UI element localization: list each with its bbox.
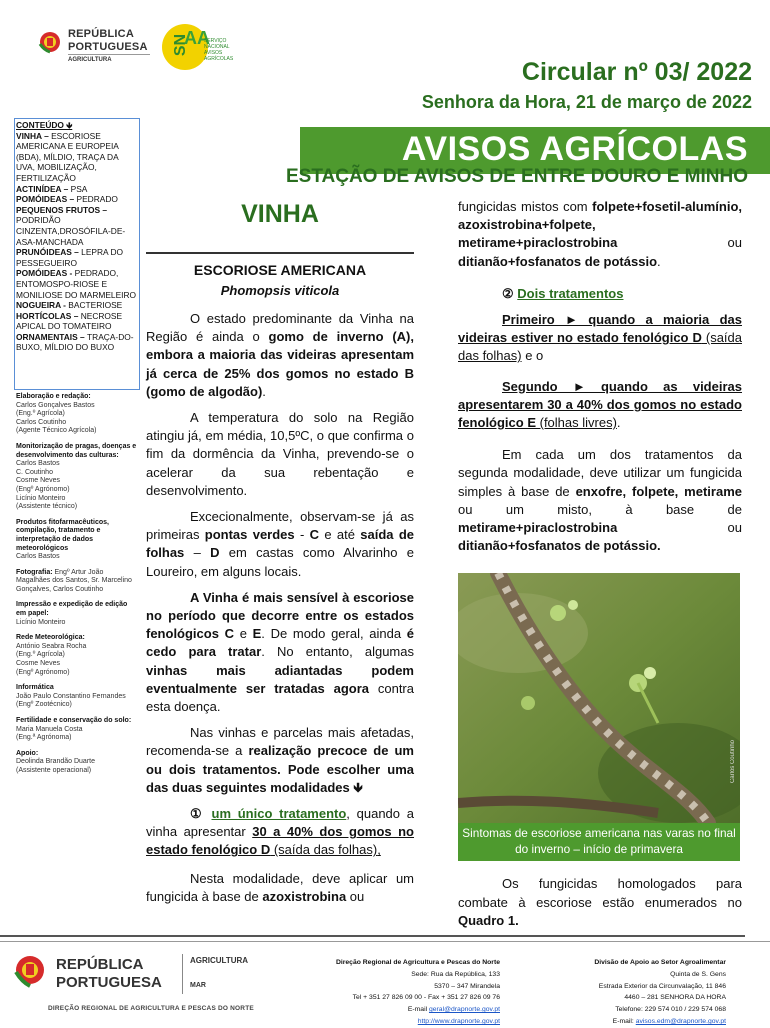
text-run: , bbox=[377, 842, 381, 858]
contents-entry-label: ACTINÍDEA – bbox=[16, 183, 71, 194]
photo-caption: Sintomas de escoriose americana nas varas no final do inverno – início de primavera bbox=[458, 823, 740, 861]
credit-block bbox=[16, 684, 138, 710]
contents-entry-pequenos-frutos[interactable] bbox=[16, 205, 138, 247]
credit-title: Rede Meteorológica: bbox=[16, 634, 85, 642]
credit-line: (Engº Zootécnico) bbox=[16, 701, 72, 709]
credit-block bbox=[16, 634, 138, 677]
circled-two-icon: ② bbox=[502, 285, 518, 301]
text-run: ou bbox=[346, 888, 365, 904]
text-run: (saída das folhas) bbox=[458, 330, 742, 364]
credit-line: (Engº Agrónomo) bbox=[16, 668, 70, 676]
estacao-title: ESTAÇÃO DE AVISOS DE ENTRE DOURO E MINHO bbox=[285, 166, 748, 187]
text-run-bold: é cedo para tratar bbox=[146, 626, 414, 660]
logo-line-1: REPÚBLICA bbox=[68, 28, 134, 40]
text-run: contra esta doença. bbox=[146, 680, 414, 715]
credit-line: Carlos Coutinho bbox=[16, 418, 67, 426]
contents-entry-text: PSA bbox=[70, 183, 88, 194]
text-run-bold: azoxistrobina bbox=[262, 888, 347, 904]
paragraph-quadro bbox=[458, 875, 742, 930]
paragraph-primeiro bbox=[458, 311, 742, 366]
credit-title: Monitorização de pragas, doenças e desenvolvimento das culturas: bbox=[16, 442, 137, 459]
text-run: - bbox=[294, 527, 310, 543]
text-run: (saída das folhas) bbox=[270, 842, 378, 858]
credit-line: C. Coutinho bbox=[16, 468, 53, 476]
text-run: . bbox=[616, 415, 621, 431]
credit-title: Informática bbox=[16, 684, 54, 692]
text-run-bold: Quadro 1. bbox=[458, 912, 519, 928]
text-run-bold: saída de folhas bbox=[146, 527, 414, 561]
credit-line: Licínio Monteiro bbox=[16, 618, 66, 626]
footer-address-line: Telefone: 229 574 010 / 229 574 068 bbox=[615, 1006, 726, 1014]
main-column-2 bbox=[458, 198, 742, 938]
text-run: e bbox=[234, 626, 253, 642]
contents-entry-pomoideas-2[interactable] bbox=[16, 268, 138, 300]
text-run-bold: D bbox=[210, 545, 220, 561]
text-run-bold: ditianão+fosfanatos de potássio. bbox=[458, 538, 661, 554]
circular-number: Circular nº 03/ 2022 bbox=[521, 58, 752, 86]
text-run-bold: enxofre, folpete, metirame bbox=[575, 483, 742, 499]
contents-entry-text: PEDRADO, ENTOMOSPO-RIOSE E MONILIOSE DO MARMELEIRO bbox=[16, 268, 137, 300]
text-run-bold: metirame+piraclostrobina bbox=[458, 520, 618, 536]
footer-divider-2 bbox=[0, 941, 770, 942]
footer-address-line: Tel + 351 27 826 09 00 - Fax + 351 27 826 09 76 bbox=[352, 994, 500, 1002]
credit-block bbox=[16, 519, 138, 562]
credits-list bbox=[16, 393, 138, 783]
credit-line: (Eng.º Agrícola) bbox=[16, 410, 65, 418]
footer-logo bbox=[14, 948, 264, 1016]
link-dois-tratamentos[interactable]: Dois tratamentos bbox=[517, 285, 624, 301]
footer-address-line: Estrada Exterior da Circunvalação, 11 846 bbox=[598, 982, 726, 990]
footer-address-sede bbox=[280, 957, 500, 1028]
text-run-bold: C bbox=[309, 527, 319, 543]
email-link[interactable]: avisos.edm@drapnorte.gov.pt bbox=[635, 1017, 726, 1025]
snaa-logo bbox=[162, 24, 252, 72]
footer-logo-direcao: DIREÇÃO REGIONAL DE AGRICULTURA E PESCAS DO NORTE bbox=[48, 1005, 254, 1012]
credit-line: Cosme Neves bbox=[16, 477, 60, 485]
credit-line: (Eng.ª Agrónoma) bbox=[16, 734, 72, 742]
text-run: Nas vinhas e parcelas mais afetadas, recomenda-se a bbox=[146, 725, 414, 759]
avisos-banner-title: AVISOS AGRÍCOLAS bbox=[401, 130, 748, 168]
contents-entry-actinidea[interactable] bbox=[16, 184, 138, 195]
contents-entry-text: BACTERIOSE bbox=[68, 300, 123, 311]
text-run-bold: realização precoce de um ou dois tratamentos. Pode escolher uma das duas seguintes modalidades 🡻 bbox=[146, 743, 414, 795]
footer-address-line: Quinta de S. Gens bbox=[670, 970, 726, 978]
contents-entry-vinha[interactable] bbox=[16, 131, 138, 184]
footer-address-line: Sede: Rua da República, 133 bbox=[411, 970, 500, 978]
text-run: Os fungicidas homologados para combate à escoriose estão enumerados no bbox=[458, 876, 742, 910]
credit-block bbox=[16, 750, 138, 776]
paragraph-fungicidas-mistos bbox=[458, 198, 742, 271]
text-run: . No entanto, algumas bbox=[261, 644, 414, 660]
credit-title: Elaboração e redação: bbox=[16, 393, 91, 400]
circled-one-icon: ① bbox=[190, 806, 212, 822]
credit-line: Carlos Bastos bbox=[16, 460, 60, 468]
credit-title: Fotografia: bbox=[16, 568, 55, 576]
coat-of-arms-icon bbox=[14, 954, 46, 988]
contents-list bbox=[16, 120, 138, 353]
text-run-bold: 30 a 40% dos gomos no estado fenológico D bbox=[146, 824, 415, 858]
paragraph-estado bbox=[146, 310, 414, 401]
text-run: e o bbox=[521, 348, 544, 364]
footer-logo-mar: MAR bbox=[190, 982, 206, 989]
text-run: . De modo geral, ainda bbox=[261, 626, 407, 642]
contents-entry-label: PEQUENOS FRUTOS – bbox=[16, 204, 108, 215]
contents-entry-ornamentais[interactable] bbox=[16, 332, 138, 353]
heading-dois-tratamentos bbox=[458, 285, 742, 303]
footer-address-line: 4460 – 281 SENHORA DA HORA bbox=[624, 994, 726, 1002]
photo-escoriose-vine bbox=[458, 573, 740, 823]
text-run: , quando a vinha apresentar bbox=[146, 806, 414, 840]
paragraph-temperatura: A temperatura do solo na Região atingiu já, em média, 10,5ºC, o que confirma o fim da dormência da Vinha, prevendo-se o acelerar da sua rebentação e desenvolvimento. bbox=[146, 410, 414, 498]
footer-logo-agricultura: AGRICULTURA bbox=[190, 956, 249, 965]
paragraph-unico-tratamento bbox=[146, 805, 414, 860]
text-run-bold: A Vinha é mais sensível à escoriose no período que decorre entre os estados fenológicos C bbox=[146, 589, 414, 642]
contents-entry-text: ESCORIOSE AMERICANA E EUROPEIA (BDA), MÍLDIO, TRAÇA DA UVA, MOBILIZAÇÃO, FERTILIZAÇÃO bbox=[16, 130, 119, 183]
logo-divider bbox=[68, 54, 150, 55]
credit-block bbox=[16, 393, 138, 436]
contents-entry-text: TRAÇA-DO-BUXO, MÍLDIO DO BUXO bbox=[16, 331, 134, 353]
contents-entry-prunoideas[interactable] bbox=[16, 247, 138, 268]
credit-block bbox=[16, 601, 138, 627]
paragraph-segundo bbox=[458, 378, 742, 433]
footer-email-row bbox=[280, 1004, 500, 1016]
text-run: ou um misto, à base de bbox=[458, 501, 742, 517]
link-unico-tratamento[interactable]: um único tratamento bbox=[211, 806, 347, 822]
photo-credit: Carlos Coutinho bbox=[730, 740, 736, 784]
contents-entry-pomoideas[interactable] bbox=[16, 194, 138, 205]
credit-line: (Agente Técnico Agrícola) bbox=[16, 427, 97, 435]
credit-block bbox=[16, 569, 138, 595]
contents-entry-horticolas[interactable] bbox=[16, 311, 138, 332]
footer-logo-divider bbox=[182, 954, 183, 994]
credit-title: Fertilidade e conservação do solo: bbox=[16, 717, 132, 724]
contents-entry-label: POMÓIDEAS - bbox=[16, 268, 75, 279]
contents-entry-label: PRUNÓIDEAS – bbox=[16, 247, 82, 258]
contents-entry-nogueira[interactable] bbox=[16, 300, 138, 311]
republica-portuguesa-logo bbox=[38, 24, 158, 66]
credit-line: Licínio Monteiro bbox=[16, 494, 66, 502]
text-run: O estado predominante da Vinha na Região é ainda o bbox=[146, 311, 414, 345]
text-run: ou bbox=[617, 235, 742, 251]
contents-entry-text: LEPRA DO PESSEGUEIRO bbox=[16, 247, 124, 268]
snaa-logo-aa: AA bbox=[184, 28, 210, 48]
contents-entry-text: NECROSE APICAL DO TOMATEIRO bbox=[16, 310, 123, 332]
text-run-bold: pontas verdes bbox=[204, 527, 295, 543]
text-run-bold: gomo de inverno (A), embora a maioria das videiras apresentam já cerca de 25% dos gomos no estado B (gomo de algodão) bbox=[146, 329, 414, 399]
footer-address-line: 5370 – 347 Mirandela bbox=[434, 982, 500, 990]
text-run: – bbox=[184, 545, 211, 561]
text-run: Nesta modalidade, deve aplicar um fungicida à base de bbox=[146, 870, 414, 904]
footer-logo-line-2: PORTUGUESA bbox=[56, 974, 162, 991]
contents-heading[interactable]: CONTEÚDO 🡻 bbox=[16, 120, 73, 130]
credit-line: (Eng.º Agrícola) bbox=[16, 651, 65, 659]
contents-entry-label: VINHA – bbox=[16, 130, 52, 141]
footer-logo-line-1: REPÚBLICA bbox=[56, 956, 144, 973]
credit-line: (Assistente operacional) bbox=[16, 766, 92, 774]
footer-address-divisao bbox=[506, 957, 726, 1028]
coat-of-arms-icon bbox=[38, 30, 62, 54]
footer-divider bbox=[0, 935, 745, 937]
section-title-vinha: VINHA bbox=[241, 200, 319, 228]
credit-line: Cosme Neves bbox=[16, 660, 60, 668]
text-run-bold: folpete+fosetil-alumínio, azoxistrobina+folpete, metirame+piraclostrobina bbox=[458, 199, 742, 251]
main-column-1 bbox=[146, 200, 414, 914]
heading-phomopsis: Phomopsis viticola bbox=[220, 283, 340, 298]
circular-date: Senhora da Hora, 21 de março de 2022 bbox=[421, 92, 752, 112]
text-run: em castas como Alvarinho e Loureiro, em alguns locais. bbox=[146, 545, 414, 579]
email-link[interactable]: geral@drapnorte.gov.pt bbox=[428, 1006, 500, 1014]
text-run: fungicidas mistos com bbox=[458, 199, 593, 214]
credit-title: Impressão e expedição de edição em papel: bbox=[16, 601, 128, 618]
credit-line: Carlos Gonçalves Bastos bbox=[16, 401, 95, 409]
contents-entry-label: HORTÍCOLAS – bbox=[16, 310, 81, 321]
footer-email-row bbox=[506, 1016, 726, 1028]
credit-block bbox=[16, 443, 138, 512]
text-run-bold: Primeiro ► quando a maioria das videiras estiver no estado fenológico D bbox=[458, 312, 742, 346]
paragraph-modalidade bbox=[146, 870, 414, 906]
footer-url-row bbox=[280, 1016, 500, 1028]
credit-title: Produtos fitofarmacêuticos, compilação, tratamento e interpretação de dados meteorológicos bbox=[16, 518, 109, 552]
text-run-bold: vinhas mais adiantadas podem eventualmente ser tratadas agora bbox=[146, 662, 414, 696]
text-run-bold: ditianão+fosfanatos de potássio bbox=[458, 253, 658, 269]
footer-email-label: E-mail: bbox=[612, 1017, 636, 1025]
credit-inline: Engº Artur João Magalhães dos Santos, Sr. Marcelino Gonçalves, Carlos Coutinho bbox=[16, 568, 132, 593]
credit-line: (Engº Agrónomo) bbox=[16, 485, 70, 493]
contents-entry-text: PODRIDÃO CINZENTA,DROSÓFILA-DE-ASA-MANCHADA bbox=[16, 215, 126, 247]
section-divider bbox=[146, 252, 414, 254]
credit-line: João Paulo Constantino Fernandes bbox=[16, 692, 126, 700]
text-run: ou bbox=[617, 520, 742, 536]
paragraph-excecionalmente bbox=[146, 508, 414, 581]
snaa-logo-sn: SN bbox=[172, 33, 190, 57]
contents-entry-label: POMÓIDEAS – bbox=[16, 194, 77, 205]
credit-title: Apoio: bbox=[16, 749, 39, 757]
credit-line: (Assistente técnico) bbox=[16, 503, 78, 511]
website-link[interactable]: http://www.drapnorte.gov.pt bbox=[417, 1017, 500, 1025]
text-run: . bbox=[262, 383, 266, 399]
vine-photo-illustration bbox=[458, 573, 740, 823]
contents-entry-text: PEDRADO bbox=[76, 194, 118, 205]
text-run-bold: Segundo ► quando as videiras apresentarem 30 a 40% dos gomos no estado fenológico E bbox=[458, 378, 742, 431]
footer-address-title: Divisão de Apoio ao Setor Agroalimentar bbox=[594, 959, 726, 966]
paragraph-sensivel bbox=[146, 589, 414, 716]
logo-line-2: PORTUGUESA bbox=[68, 41, 148, 53]
footer-email-label: E-mail bbox=[407, 1006, 429, 1014]
contents-entry-label: ORNAMENTAIS – bbox=[16, 331, 88, 342]
logo-line-3: AGRICULTURA bbox=[68, 57, 112, 63]
text-run: Excecionalmente, observam-se já as primeiras bbox=[146, 509, 414, 543]
text-run: (folhas livres) bbox=[536, 415, 617, 431]
credit-block bbox=[16, 717, 138, 743]
heading-escoriose: ESCORIOSE AMERICANA bbox=[193, 262, 367, 278]
contents-entry-label: NOGUEIRA - bbox=[16, 300, 69, 311]
footer-address-title: Direção Regional de Agricultura e Pescas do Norte bbox=[335, 959, 500, 966]
snaa-logo-text: SERVIÇO NACIONAL AVISOS AGRÍCOLAS bbox=[204, 38, 234, 62]
text-run: . bbox=[657, 253, 661, 269]
text-run: Em cada um dos tratamentos da segunda modalidade, deve utilizar um fungicida simples à base de bbox=[458, 447, 742, 499]
credit-line: Carlos Bastos bbox=[16, 553, 60, 561]
paragraph-recomenda bbox=[146, 724, 414, 797]
credit-line: António Seabra Rocha bbox=[16, 642, 87, 650]
paragraph-segunda-modalidade bbox=[458, 446, 742, 555]
text-run: e até bbox=[319, 527, 361, 543]
credit-line: Deolinda Brandão Duarte bbox=[16, 758, 95, 766]
credit-line: Maria Manuela Costa bbox=[16, 725, 83, 733]
text-run-bold: E bbox=[252, 626, 262, 642]
